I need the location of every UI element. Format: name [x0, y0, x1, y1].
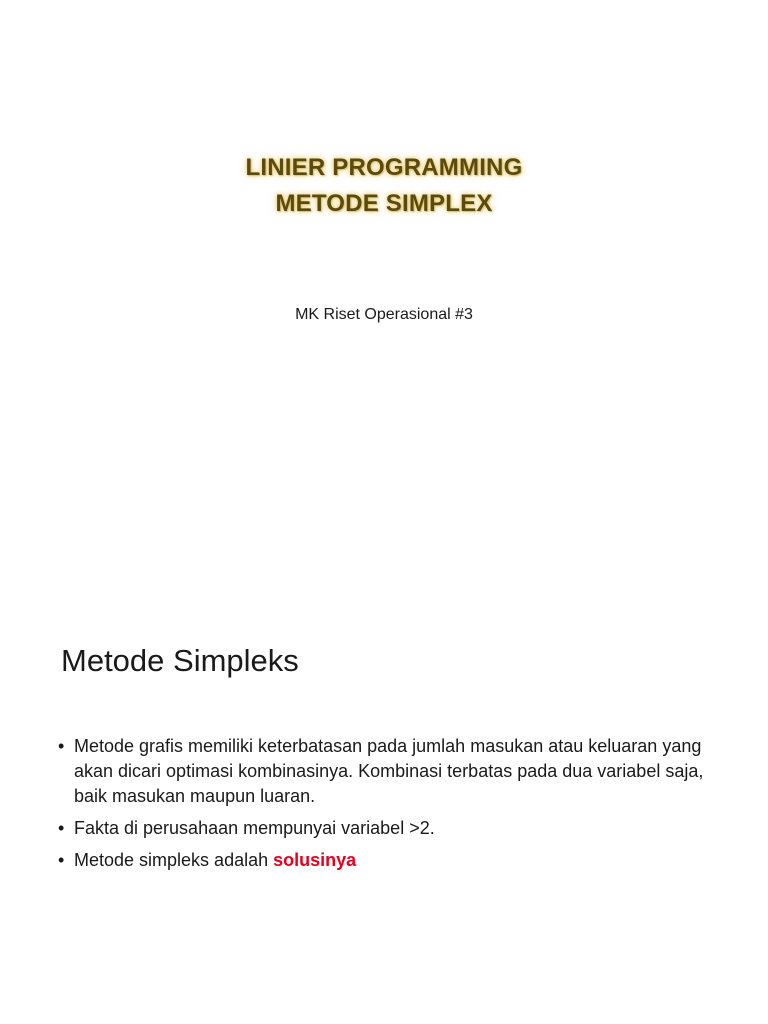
- bullet-item-3: [58, 848, 718, 873]
- slide-title-block: [0, 150, 768, 222]
- bullet-marker: •: [58, 736, 65, 756]
- slide-content: [0, 512, 768, 1024]
- bullet-text: Metode simpleks adalah: [74, 850, 274, 870]
- bullet-text: Fakta di perusahaan mempunyai variabel >2.: [74, 818, 435, 838]
- bullet-emphasis: solusinya: [273, 850, 357, 870]
- bullet-text: Metode grafis memiliki keterbatasan pada jumlah masukan atau keluaran yang akan dicari optimasi kombinasinya. Kombinasi terbatas pada dua variabel saja, baik masukan maupun luaran.: [74, 736, 704, 806]
- bullet-item-2: [58, 816, 718, 841]
- slide-subtitle: MK Riset Operasional #3: [295, 306, 473, 323]
- bullet-marker: •: [58, 850, 65, 870]
- bullet-marker: •: [58, 818, 65, 838]
- title-line-1: LINIER PROGRAMMING: [245, 154, 523, 181]
- slide-heading: Metode Simpleks: [61, 643, 299, 678]
- bullet-item-1: [58, 734, 718, 809]
- bullet-list: [58, 734, 718, 880]
- title-line-2: METODE SIMPLEX: [275, 190, 493, 217]
